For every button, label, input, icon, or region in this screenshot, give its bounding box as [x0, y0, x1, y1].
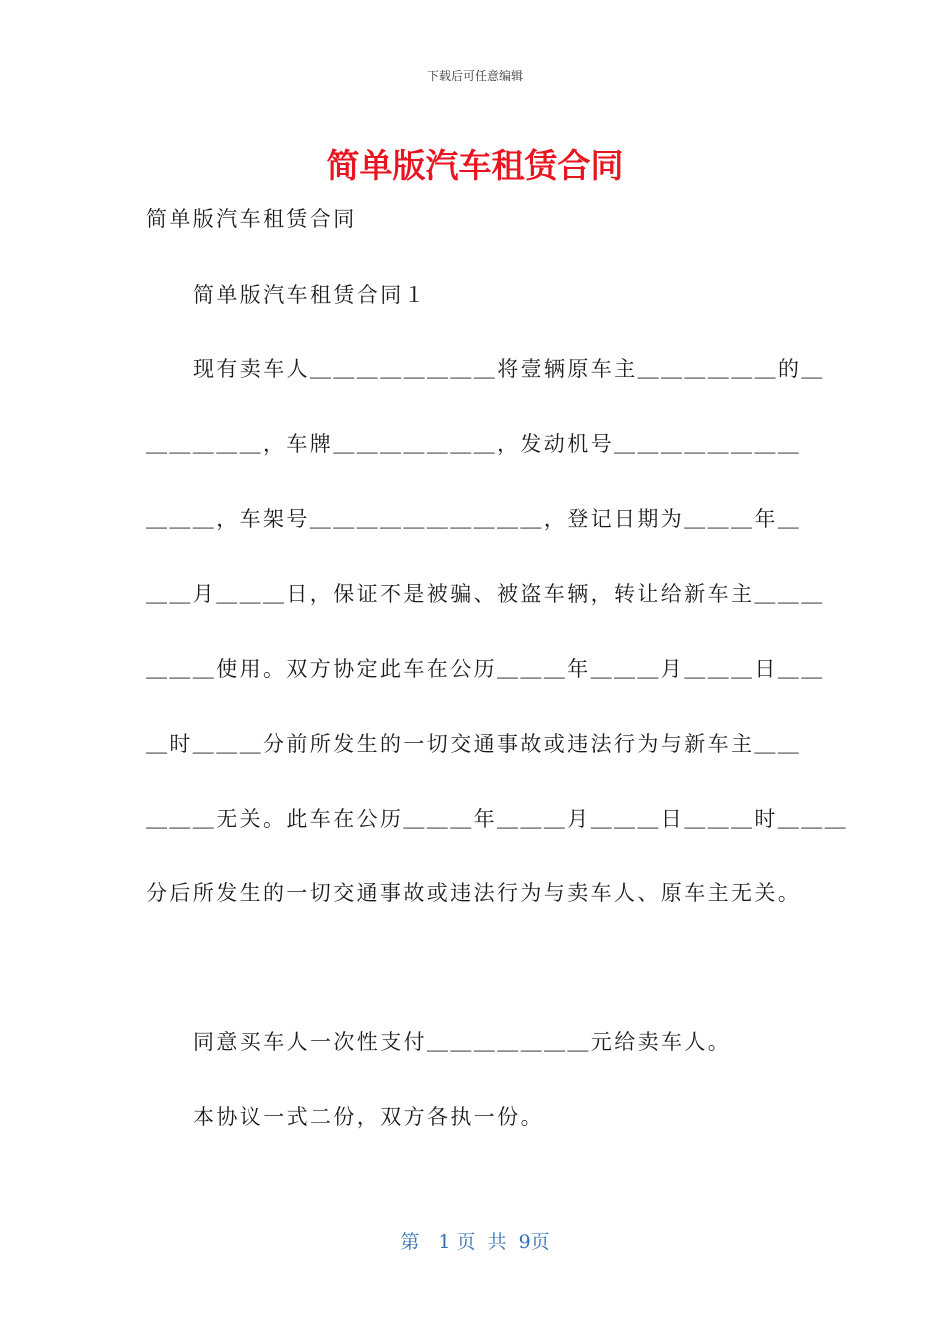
body-line: ＿＿＿使用。双方协定此车在公历＿＿＿年＿＿＿月＿＿＿日＿＿	[146, 657, 825, 681]
section-heading: 简单版汽车租赁合同１	[193, 283, 427, 307]
page-number: 第 1 页 共 9页	[400, 1231, 550, 1253]
subtitle-line: 简单版汽车租赁合同	[146, 207, 357, 231]
body-line: 现有卖车人＿＿＿＿＿＿＿＿将壹辆原车主＿＿＿＿＿＿的＿	[193, 357, 825, 381]
body-line: ＿＿＿无关。此车在公历＿＿＿年＿＿＿月＿＿＿日＿＿＿时＿＿＿	[146, 807, 848, 831]
payment-line: 同意买车人一次性支付＿＿＿＿＿＿＿元给卖车人。	[193, 1030, 732, 1054]
body-line: ＿＿月＿＿＿日，保证不是被骗、被盗车辆，转让给新车主＿＿＿	[146, 582, 825, 606]
header-note: 下载后可任意编辑	[426, 69, 523, 83]
copies-line: 本协议一式二份，双方各执一份。	[193, 1105, 544, 1129]
body-line: ＿时＿＿＿分前所发生的一切交通事故或违法行为与新车主＿＿	[146, 732, 802, 756]
body-line: ＿＿＿＿＿，车牌＿＿＿＿＿＿＿，发动机号＿＿＿＿＿＿＿＿	[146, 432, 802, 456]
body-line: ＿＿＿，车架号＿＿＿＿＿＿＿＿＿＿，登记日期为＿＿＿年＿	[146, 507, 802, 531]
document-title: 简单版汽车租赁合同	[326, 146, 624, 185]
body-line: 分后所发生的一切交通事故或违法行为与卖车人、原车主无关。	[146, 881, 802, 905]
